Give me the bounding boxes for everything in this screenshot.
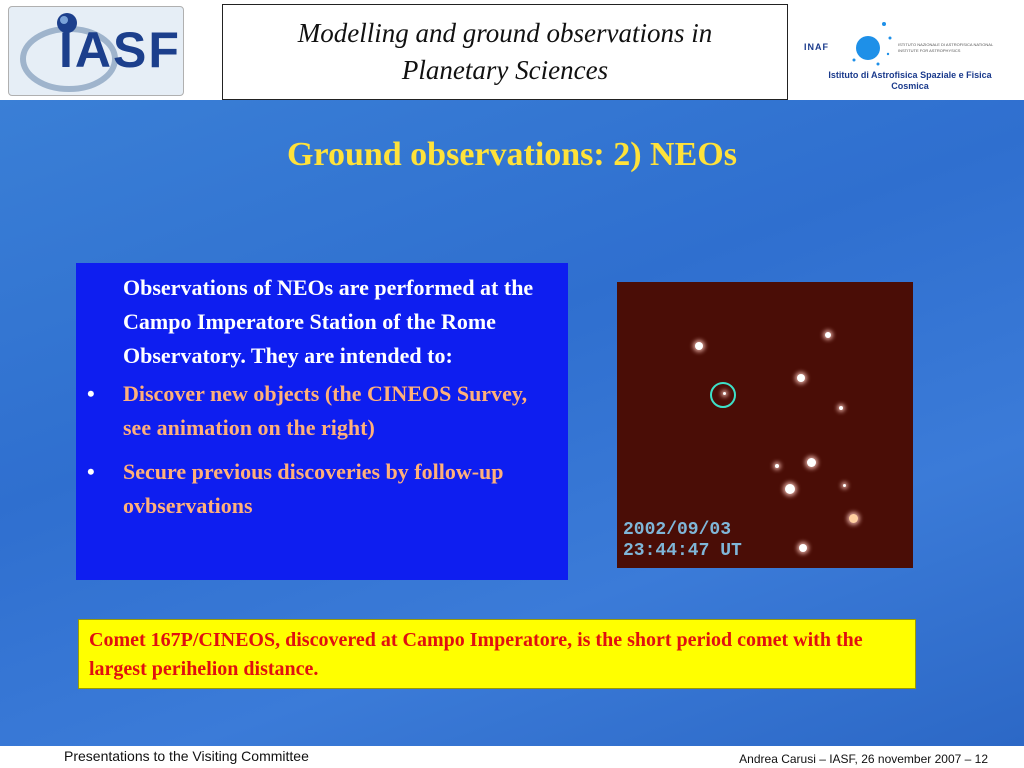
- slide-body: [0, 100, 1024, 746]
- iasf-logo-text: IASF: [59, 22, 181, 78]
- star: [825, 332, 831, 338]
- comet-marker-circle: [710, 382, 736, 408]
- image-timestamp: [623, 520, 742, 562]
- bullet-dot-icon: •: [87, 459, 95, 484]
- star: [839, 406, 843, 410]
- slide-footer: [0, 746, 1024, 768]
- bullet-item: [87, 455, 558, 523]
- star: [695, 342, 703, 350]
- iasf-logo: [8, 6, 184, 96]
- comet-note: Comet 167P/CINEOS, discovered at Campo Imperatore, is the short period comet with the largest perihelion distance.: [89, 629, 863, 680]
- bullet-text: Discover new objects (the CINEOS Survey, see animation on the right): [123, 381, 528, 440]
- bullet-dot-icon: •: [87, 381, 95, 406]
- inaf-institute-name: Istituto di Astrofisica Spaziale e Fisica Cosmica: [828, 70, 992, 91]
- star: [775, 464, 779, 468]
- bullet-text: Secure previous discoveries by follow-up ovbservations: [123, 459, 504, 518]
- star: [843, 484, 846, 487]
- presentation-title: Modelling and ground observations in Planetary Sciences: [297, 18, 713, 85]
- star: [849, 514, 858, 523]
- slide-title: Ground observations: 2) NEOs: [287, 136, 737, 173]
- observations-box: [76, 263, 568, 580]
- image-date: 2002/09/03: [623, 520, 732, 540]
- footer-right-text: Andrea Carusi – IASF, 26 november 2007 – 12: [739, 752, 988, 766]
- presentation-title-box: [222, 4, 788, 100]
- inaf-subtitle: ISTITUTO NAZIONALE DI ASTROFISICA NATIONAL INSTITUTE FOR ASTROPHYSICS: [898, 42, 994, 53]
- image-time: 23:44:47 UT: [623, 541, 742, 561]
- observations-intro: Observations of NEOs are performed at the Campo Imperatore Station of the Rome Observatory. They are intended to:: [123, 275, 534, 368]
- slide-header: [0, 0, 1024, 100]
- star: [797, 374, 805, 382]
- inaf-logo: [800, 18, 1000, 98]
- inaf-label: INAF: [804, 42, 829, 52]
- footer-left-text: Presentations to the Visiting Committee: [64, 748, 309, 764]
- bullet-item: [87, 377, 558, 445]
- comet-note-box: [78, 619, 916, 689]
- star: [799, 544, 807, 552]
- star: [785, 484, 795, 494]
- star: [807, 458, 816, 467]
